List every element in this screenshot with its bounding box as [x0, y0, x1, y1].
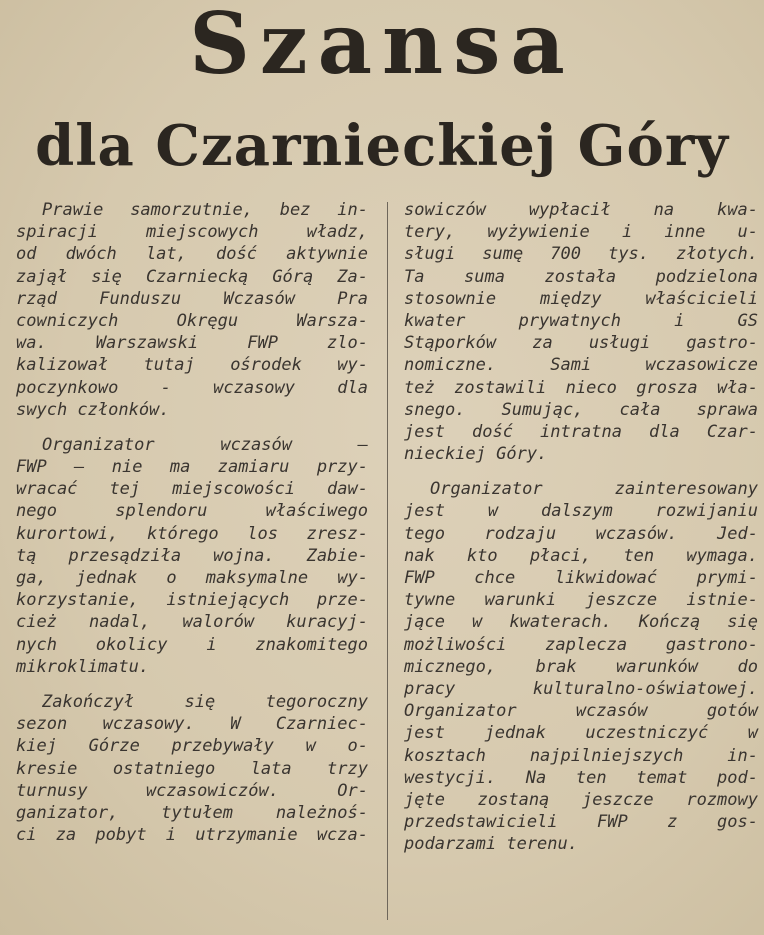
left-column-line: Organizator wczasów —: [42, 434, 368, 455]
left-column-line: nego splendoru właściwego: [16, 501, 368, 522]
left-column-line: kalizował tutaj ośrodek wy-: [16, 355, 368, 376]
right-column-line: podarzami terenu.: [404, 834, 578, 855]
left-column-line: rząd Funduszu Wczasów Pra: [16, 288, 368, 309]
right-column-line: jące w kwaterach. Kończą się: [404, 612, 758, 633]
left-column-line: wracać tej miejscowości daw-: [16, 479, 368, 500]
left-column-line: swych członków.: [16, 399, 170, 420]
left-column-line: cież nadal, walorów kuracyj-: [16, 612, 368, 633]
right-column-line: FWP chce likwidować prymi-: [404, 568, 758, 588]
left-column-line: mikroklimatu.: [16, 656, 150, 677]
right-column-line: jest jednak uczestniczyć w: [404, 723, 758, 744]
right-column-line: jęte zostaną jeszcze rozmowy: [404, 789, 758, 810]
right-column-line: sługi sumę 700 tys. złotych.: [404, 244, 758, 265]
right-column-line: Ta suma została podzielona: [404, 266, 758, 287]
left-column-line: nych okolicy i znakomitego: [16, 634, 368, 655]
column-divider: [387, 202, 388, 920]
right-column-line: jest w dalszym rozwijaniu: [404, 501, 758, 522]
left-column-line: kresie ostatniego lata trzy: [16, 758, 368, 779]
right-column-line: nak kto płaci, ten wymaga.: [404, 545, 758, 566]
right-column-line: nomiczne. Sami wczasowicze: [404, 355, 758, 376]
right-column-line: przedstawicieli FWP z gos-: [404, 812, 758, 833]
right-column-line: jest dość intratna dla Czar-: [404, 421, 758, 442]
right-column-line: pracy kulturalno-oświatowej.: [404, 678, 758, 699]
left-column-line: wa. Warszawski FWP zlo-: [16, 333, 368, 354]
right-column-line: możliwości zaplecza gastrono-: [404, 634, 758, 655]
article-column-right: [404, 199, 758, 855]
right-column-line: kwater prywatnych i GS: [404, 310, 758, 331]
left-column-line: tą przesądziła wojna. Zabie-: [16, 545, 368, 566]
left-column-line: Zakończył się tegoroczny: [42, 691, 368, 712]
right-column-line: tywne warunki jeszcze istnie-: [404, 590, 758, 611]
left-column-line: FWP — nie ma zamiaru przy-: [16, 457, 368, 478]
left-column-line: kiej Górze przebywały w o-: [16, 736, 368, 757]
left-column-line: od dwóch lat, dość aktywnie: [16, 244, 368, 265]
right-column-line: snego. Sumując, cała sprawa: [404, 399, 758, 420]
left-column-line: ga, jednak o maksymalne wy-: [16, 568, 368, 588]
left-column-line: sezon wczasowy. W Czarniec-: [16, 714, 368, 735]
left-column-line: ci za pobyt i utrzymanie wcza-: [16, 825, 368, 846]
right-column-line: stosownie między właścicieli: [404, 288, 758, 309]
right-column-line: sowiczów wypłacił na kwa-: [404, 200, 758, 220]
article-column-left: [16, 199, 368, 846]
right-column-line: nieckiej Góry.: [404, 444, 548, 465]
left-column-line: spiracji miejscowych władz,: [16, 222, 368, 243]
right-column-line: tery, wyżywienie i inne u-: [404, 222, 758, 243]
right-column-line: Organizator zainteresowany: [430, 479, 758, 500]
right-column-line: westycji. Na ten temat pod-: [404, 767, 758, 788]
right-column-line: tego rodzaju wczasów. Jed-: [404, 523, 758, 544]
left-column-line: ganizator, tytułem należnoś-: [16, 802, 368, 823]
left-column-line: cowniczych Okręgu Warsza-: [16, 310, 368, 331]
right-column-line: micznego, brak warunków do: [404, 656, 758, 677]
subheadline: dla Czarnieckiej Góry: [35, 113, 729, 179]
left-column-line: poczynkowo - wczasowy dla: [16, 377, 368, 398]
right-column-line: też zostawili nieco grosza wła-: [404, 377, 758, 398]
left-column-line: zajął się Czarniecką Górą Za-: [16, 266, 368, 287]
headline: Szansa: [189, 0, 575, 93]
left-column-line: korzystanie, istniejących prze-: [16, 590, 368, 611]
right-column-line: kosztach najpilniejszych in-: [404, 745, 758, 766]
right-column-line: Organizator wczasów gotów: [404, 701, 758, 722]
left-column-line: kurortowi, którego los zresz-: [16, 523, 368, 544]
left-column-line: turnusy wczasowiczów. Or-: [16, 780, 368, 801]
left-column-line: Prawie samorzutnie, bez in-: [42, 200, 368, 220]
right-column-line: Stąporków za usługi gastro-: [404, 333, 758, 354]
